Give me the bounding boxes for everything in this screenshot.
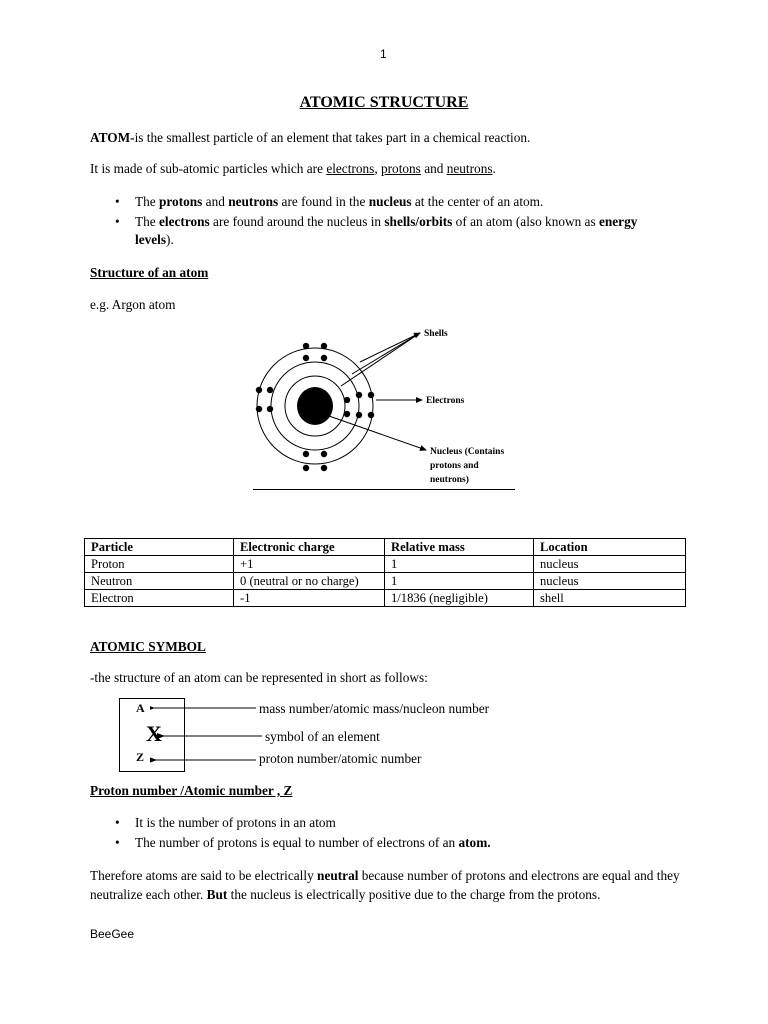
table-row <box>85 556 686 573</box>
electron <box>256 387 262 393</box>
b1-p4: at the center of an atom. <box>411 194 544 209</box>
diagram-labels <box>424 329 504 485</box>
neutral-p3: the nucleus is electrically positive due to the charge from the protons. <box>227 887 601 902</box>
table-cell: shell <box>534 590 686 607</box>
b2-levels: levels <box>135 232 167 247</box>
electron <box>368 392 374 398</box>
argon-atom-diagram <box>240 320 530 495</box>
table-cell: Electron <box>85 590 234 607</box>
diagram-divider <box>253 489 515 490</box>
table-header-cell: Relative mass <box>385 539 534 556</box>
but-word: But <box>206 887 228 902</box>
proton-heading-text: Proton number /Atomic number , Z <box>90 783 293 798</box>
label-proton-number: proton number/atomic number <box>259 751 422 766</box>
label-nucleus-3: neutrons) <box>430 475 469 485</box>
page-title <box>0 94 768 112</box>
label-mass-number: mass number/atomic mass/nucleon number <box>259 701 490 716</box>
symbol-A: A <box>136 701 145 715</box>
shells-line-middle <box>352 333 420 374</box>
b2-p3: of an atom (also known as <box>452 214 599 229</box>
label-nucleus-1: Nucleus (Contains <box>430 447 505 457</box>
bullet-icon: • <box>115 194 120 209</box>
label-shells: Shells <box>424 329 448 339</box>
nucleus-arrow <box>329 416 426 450</box>
electron <box>344 397 350 403</box>
symbol-arrows <box>150 700 270 770</box>
footer-author: BeeGee <box>90 927 135 941</box>
atomic-symbol-heading-text: ATOMIC SYMBOL <box>90 639 206 654</box>
example-text: e.g. Argon atom <box>90 297 176 312</box>
b2-shells: shells/orbits <box>384 214 453 229</box>
symbol-Z: Z <box>136 750 145 764</box>
atom-definition <box>90 129 530 147</box>
table-cell: +1 <box>234 556 385 573</box>
b1-protons: protons <box>159 194 203 209</box>
atom-def-text: is the smallest particle of an element that takes part in a chemical reaction. <box>134 130 531 145</box>
atomic-symbol-heading <box>90 638 206 656</box>
pb2-bold: atom. <box>458 835 491 850</box>
table-cell: 1 <box>385 556 534 573</box>
shells-line-inner <box>341 333 420 386</box>
bullet-list-proton <box>90 814 690 852</box>
list-item <box>90 193 680 211</box>
b1-neutrons: neutrons <box>228 194 279 209</box>
table-cell: Proton <box>85 556 234 573</box>
symbol-X: X <box>146 721 162 746</box>
symbol-intro: -the structure of an atom can be represented in short as follows: <box>90 670 428 685</box>
particle-table <box>84 538 686 607</box>
electron <box>321 465 327 471</box>
leader-lines <box>329 333 426 450</box>
table-header-row <box>85 539 686 556</box>
b2-p2: are found around the nucleus in <box>209 214 385 229</box>
electron <box>303 451 309 457</box>
table-row <box>85 573 686 590</box>
label-symbol: symbol of an element <box>265 729 380 744</box>
electron <box>321 343 327 349</box>
table-header-cell: Electronic charge <box>234 539 385 556</box>
proton-number-heading <box>90 782 292 800</box>
neutral-word: neutral <box>317 868 359 883</box>
neutral-p2: because number of protons and electrons are equal and they neutralize each other. <box>90 868 680 902</box>
neutrons-word: neutrons <box>446 161 493 176</box>
pb1-text: It is the number of protons in an atom <box>135 815 336 830</box>
made-of-pre: It is made of sub-atomic particles which are <box>90 161 327 176</box>
b1-nucleus: nucleus <box>368 194 412 209</box>
electron <box>321 355 327 361</box>
made-of-comma: , <box>374 161 381 176</box>
b1-p3: are found in the <box>278 194 369 209</box>
title-text: ATOMIC STRUCTURE <box>299 94 469 111</box>
b1-p2: and <box>202 194 229 209</box>
table-cell: Neutron <box>85 573 234 590</box>
neutral-p1: Therefore atoms are said to be electrically <box>90 868 318 883</box>
b1-p1: The <box>135 194 159 209</box>
electron <box>356 392 362 398</box>
electron <box>256 406 262 412</box>
bullet-icon: • <box>115 835 120 850</box>
pb2-pre: The number of protons is equal to number of electrons of an <box>135 835 459 850</box>
bullet-icon: • <box>115 815 120 830</box>
made-of-end: . <box>492 161 496 176</box>
b2-energy: energy <box>598 214 638 229</box>
table-header-cell: Particle <box>85 539 234 556</box>
b2-electrons: electrons <box>159 214 210 229</box>
electron <box>303 343 309 349</box>
table-cell: nucleus <box>534 556 686 573</box>
structure-heading <box>90 264 208 282</box>
page-number: 1 <box>380 47 387 61</box>
electron <box>344 411 350 417</box>
bullet-list-particles <box>90 193 680 249</box>
table-cell: 1/1836 (negligible) <box>385 590 534 607</box>
b2-p4: ). <box>166 232 174 247</box>
electrons-word: electrons <box>326 161 375 176</box>
shells-line-outer <box>360 333 420 362</box>
electron <box>303 355 309 361</box>
electron <box>368 412 374 418</box>
table-header-cell: Location <box>534 539 686 556</box>
electron <box>356 412 362 418</box>
electron <box>321 451 327 457</box>
electron <box>267 387 273 393</box>
made-of-and: and <box>420 161 447 176</box>
table-cell: 1 <box>385 573 534 590</box>
nucleus <box>297 387 333 425</box>
label-nucleus-2: protons and <box>430 461 479 471</box>
table-cell: nucleus <box>534 573 686 590</box>
electron <box>303 465 309 471</box>
table-cell: 0 (neutral or no charge) <box>234 573 385 590</box>
neutral-paragraph <box>90 866 690 904</box>
label-electrons: Electrons <box>426 396 465 406</box>
list-item <box>90 213 680 249</box>
protons-word: protons <box>380 161 421 176</box>
electron <box>267 406 273 412</box>
table-row <box>85 590 686 607</box>
b2-p1: The <box>135 214 159 229</box>
table-cell: -1 <box>234 590 385 607</box>
made-of-paragraph <box>90 160 496 178</box>
list-item <box>90 814 690 832</box>
bullet-icon: • <box>115 214 120 229</box>
list-item <box>90 834 690 852</box>
atom-term: ATOM- <box>90 130 135 145</box>
structure-heading-text: Structure of an atom <box>90 265 209 280</box>
